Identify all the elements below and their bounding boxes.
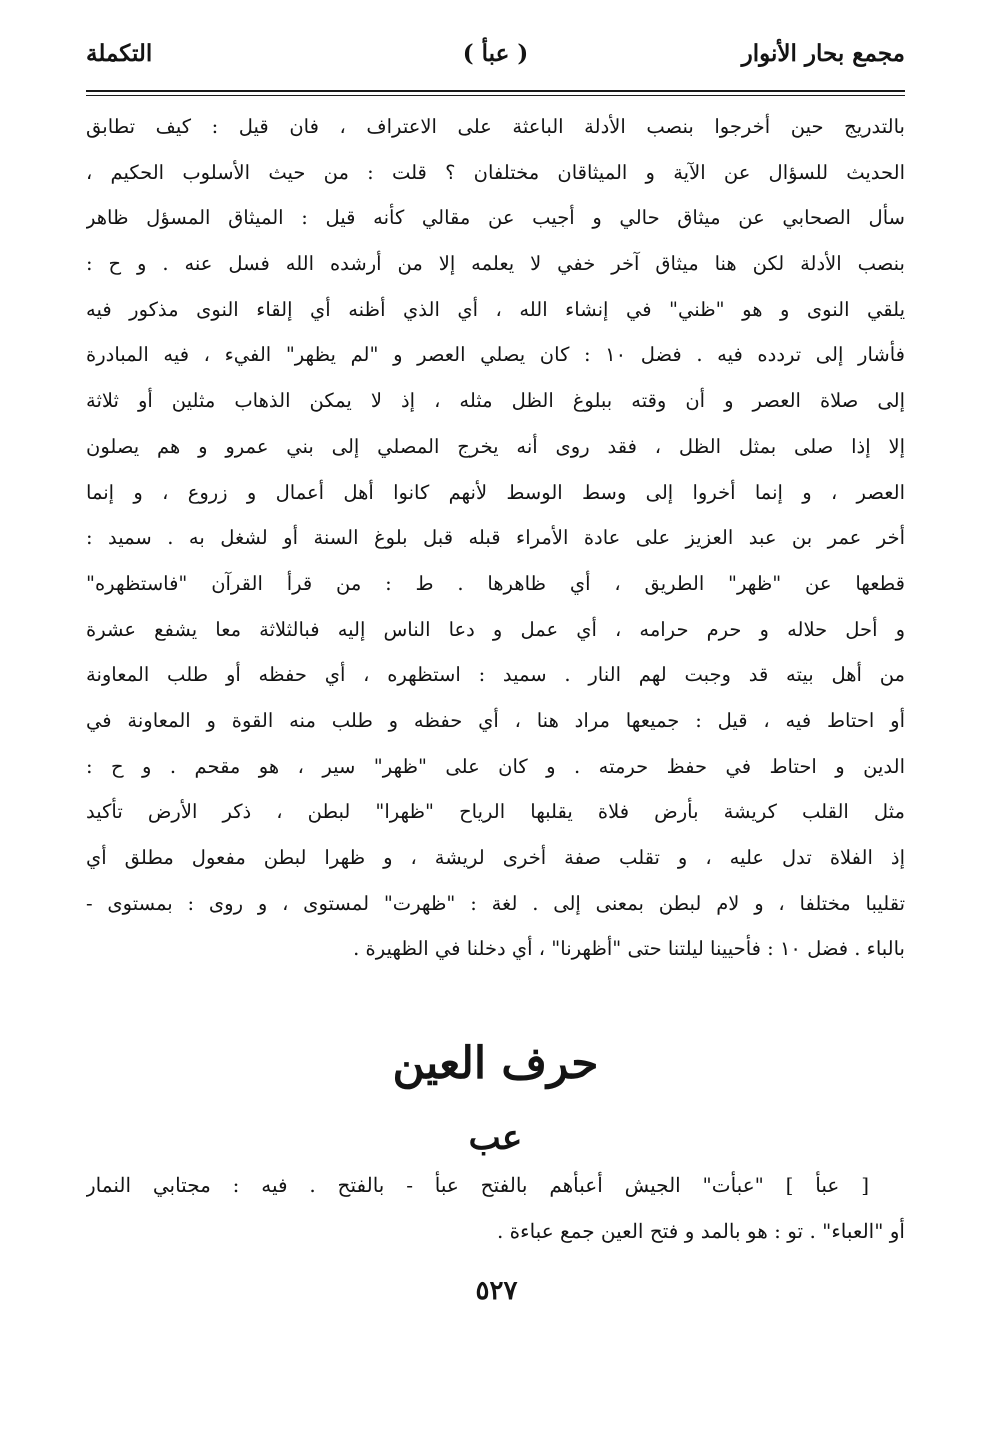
entry-line: أو "العباء" . تو : هو بالمد و فتح العين جمع عباءة . bbox=[496, 1219, 905, 1243]
header-entry-word: ( عبأ ) bbox=[462, 40, 529, 67]
text-line: أخر عمر بن عبد العزيز على عادة الأمراء قبله قبل بلوغ السنة أو لشغل به . سميد : bbox=[86, 526, 905, 550]
text-line: بالتدريج حين أخرجوا بنصب الأدلة الباعثة على الاعتراف ، فان قيل : كيف تطابق bbox=[86, 115, 905, 138]
text-line: أو احتاط فيه ، قيل : جميعها مراد هنا ، أي حفظه و طلب منه القوة و المعاونة في bbox=[86, 708, 905, 732]
text-line: إلا إذا صلى بمثل الظل ، فقد روى أنه يخرج المصلي إلى بني عمرو و هم يصلون bbox=[86, 434, 905, 458]
text-line: تقليبا مختلفا ، و لام لبطن بمعنى إلى . لغة : "ظهرت" لمستوى ، و روى : بمستوى - bbox=[86, 891, 905, 915]
text-line: بنصب الأدلة لكن هنا ميثاق آخر خفي لا يعلمه إلا من أرشده الله فسل عنه . و ح : bbox=[86, 252, 905, 276]
text-line: و أحل حلاله و حرم حرامه ، أي عمل و دعا الناس إليه فبالثلاثة معا يشفع عشرة bbox=[86, 617, 905, 641]
header-rule-thick bbox=[86, 90, 905, 92]
text-line: من أهل بيته قد وجبت لهم النار . سميد : استظهره ، أي حفظه أو طلب المعاونة bbox=[86, 663, 905, 687]
subsection-heading: عب bbox=[468, 1118, 523, 1158]
text-line: إلى صلاة العصر و أن وقته ببلوغ الظل مثله ، إذ لا يمكن الذهاب مثلين أو ثلاثة bbox=[86, 389, 905, 413]
text-line: العصر ، و إنما أخروا إلى وسط الوسط لأنهم كانوا أهل أعمال و زروع ، و إنما bbox=[86, 480, 905, 504]
header-rule-thin bbox=[86, 95, 905, 96]
text-line: سأل الصحابي عن ميثاق حالي و أجيب عن مقالي كأنه قيل : الميثاق المسؤل ظاهر bbox=[86, 206, 905, 230]
page-number: ٥٢٧ bbox=[475, 1276, 518, 1306]
dictionary-entry bbox=[86, 1162, 905, 1254]
text-line: إذ الفلاة تدل عليه ، و تقلب صفة أخرى لريشة ، و ظهرا لبطن مفعول مطلق أي bbox=[86, 846, 905, 869]
text-line: مثل القلب كريشة بأرض فلاة يقلبها الرياح "ظهرا" لبطن ، ذكر الأرض تأكيد bbox=[86, 800, 905, 824]
text-line: الدين و احتاط في حفظ حرمته . و كان على "ظهر" سير ، هو مقحم . و ح : bbox=[86, 754, 905, 778]
section-heading: حرف العين bbox=[392, 1038, 599, 1089]
text-line: قطعها عن "ظهر" الطريق ، أي ظاهرها . ط : من قرأ القرآن "فاستظهره" bbox=[86, 571, 905, 595]
entry-line: [ عبأ ] "عبأت" الجيش أعبأهم بالفتح عبأ - بالفتح . فيه : مجتابي النمار bbox=[86, 1173, 869, 1197]
text-line: يلقي النوى و هو "ظني" في إنشاء الله ، أي الذي أظنه أي إلقاء النوى مذكور فيه bbox=[86, 297, 905, 321]
text-line: فأشار إلى تردده فيه . فضل ١٠ : كان يصلي العصر و "لم يظهر" الفيء ، فيه المبادرة bbox=[86, 343, 905, 367]
text-line: الحديث للسؤال عن الآية و الميثاقان مختلفان ؟ قلت : من حيث الأسلوب الحكيم ، bbox=[86, 160, 905, 184]
header-section-label: التكملة bbox=[86, 40, 153, 67]
header-book-title: مجمع بحار الأنوار bbox=[741, 40, 905, 67]
running-header bbox=[86, 36, 905, 82]
body-text bbox=[86, 104, 905, 972]
text-line: بالباء . فضل ١٠ : فأحيينا ليلتنا حتى "أظهرنا" ، أي دخلنا في الظهيرة . bbox=[353, 937, 905, 961]
